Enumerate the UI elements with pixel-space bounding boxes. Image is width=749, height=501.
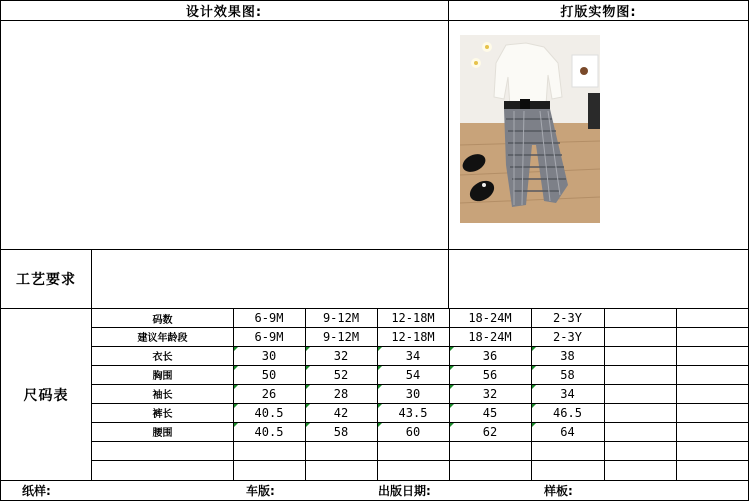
craft-requirements-label: 工艺要求: [16, 272, 76, 288]
grid-line: [449, 308, 450, 481]
size-cell: [676, 422, 748, 441]
size-cell: [604, 403, 676, 422]
size-cell: 2-3Y: [553, 311, 582, 325]
size-cell: [676, 384, 748, 403]
size-cell: 43.5: [398, 405, 428, 420]
size-cell: [676, 365, 748, 384]
size-row-label: 衣长: [152, 352, 173, 363]
size-cell: 40.5: [254, 405, 284, 420]
sample-photo-header: 打版实物图:: [560, 5, 637, 20]
size-cell: 18-24M: [468, 311, 512, 325]
cell-marker-icon: [532, 404, 536, 408]
size-cell: 58: [333, 424, 349, 439]
size-cell: 56: [482, 367, 498, 382]
design-image-header: 设计效果图:: [185, 5, 263, 20]
size-cell: 46.5: [553, 405, 582, 420]
cell-marker-icon: [234, 385, 238, 389]
size-row-label: 码数: [152, 314, 173, 326]
cell-marker-icon: [234, 366, 238, 370]
grid-line: [0, 249, 749, 250]
size-cell: 32: [333, 348, 349, 363]
size-cell: 6-9M: [254, 311, 284, 325]
size-cell: 9-12M: [322, 329, 360, 344]
grid-line: [448, 0, 449, 309]
sample-garment-photo: [460, 35, 600, 223]
cell-marker-icon: [450, 385, 454, 389]
cell-marker-icon: [450, 347, 454, 351]
grid-line: [91, 441, 749, 442]
size-cell: 62: [482, 424, 498, 439]
cell-marker-icon: [450, 423, 454, 427]
size-cell: 36: [482, 348, 498, 363]
size-row-label: 胸围: [152, 371, 173, 382]
grid-line: [91, 327, 749, 328]
size-cell: 64: [560, 424, 575, 439]
cell-marker-icon: [306, 385, 310, 389]
cell-marker-icon: [532, 347, 536, 351]
size-cell: 58: [560, 367, 575, 382]
sewing-sample-label: 车版:: [246, 484, 275, 498]
design-image-area: [1, 21, 447, 248]
grid-line: [233, 308, 234, 481]
size-cell: 30: [261, 348, 277, 363]
size-cell: 42: [333, 405, 349, 420]
grid-line: [531, 308, 532, 481]
release-date-label: 出版日期:: [378, 484, 431, 498]
size-cell: 50: [261, 367, 277, 382]
cell-marker-icon: [306, 404, 310, 408]
size-cell: 34: [560, 386, 575, 401]
size-cell: 54: [405, 367, 421, 382]
grid-line: [305, 308, 306, 481]
size-row-label: 腰围: [152, 428, 173, 439]
cell-marker-icon: [306, 347, 310, 351]
size-cell: 32: [482, 386, 498, 401]
size-cell: [604, 327, 676, 346]
grid-line: [91, 365, 749, 366]
size-cell: 30: [405, 386, 421, 401]
cell-marker-icon: [378, 347, 382, 351]
grid-line: [676, 308, 677, 481]
sample-board-label: 样板:: [544, 484, 573, 498]
cell-marker-icon: [306, 366, 310, 370]
size-cell: [604, 422, 676, 441]
size-cell: 2-3Y: [553, 329, 582, 344]
cell-marker-icon: [378, 404, 382, 408]
size-cell: 34: [405, 348, 421, 363]
size-cell: 9-12M: [322, 311, 360, 325]
cell-marker-icon: [378, 385, 382, 389]
size-cell: [676, 327, 748, 346]
grid-line: [0, 20, 749, 21]
grid-line: [0, 480, 749, 481]
size-cell: [604, 346, 676, 365]
grid-line: [91, 346, 749, 347]
size-table-label: 尺码表: [23, 388, 69, 404]
grid-line: [0, 308, 749, 309]
cell-marker-icon: [234, 404, 238, 408]
grid-line: [91, 384, 749, 385]
size-row-label: 袖长: [152, 390, 173, 401]
cell-marker-icon: [378, 423, 382, 427]
size-cell: 45: [482, 405, 498, 420]
size-cell: 12-18M: [391, 311, 435, 325]
size-cell: [604, 384, 676, 403]
cell-marker-icon: [532, 366, 536, 370]
size-cell: [676, 346, 748, 365]
grid-line: [91, 403, 749, 404]
size-cell: [604, 365, 676, 384]
size-cell: 6-9M: [254, 329, 284, 344]
size-cell: [604, 309, 676, 327]
cell-marker-icon: [234, 347, 238, 351]
grid-line: [91, 422, 749, 423]
grid-line: [604, 308, 605, 481]
size-row-label: 裤长: [152, 409, 173, 420]
size-cell: [676, 309, 748, 327]
cell-marker-icon: [450, 404, 454, 408]
cell-marker-icon: [532, 385, 536, 389]
size-cell: 52: [333, 367, 349, 382]
size-cell: 18-24M: [468, 329, 512, 344]
size-cell: 38: [560, 348, 575, 363]
size-cell: 40.5: [254, 424, 284, 439]
cell-marker-icon: [306, 423, 310, 427]
cell-marker-icon: [450, 366, 454, 370]
grid-line: [0, 0, 749, 1]
size-cell: [676, 403, 748, 422]
size-cell: 12-18M: [391, 329, 435, 344]
size-row-label: 建议年龄段: [137, 333, 188, 344]
cell-marker-icon: [234, 423, 238, 427]
cell-marker-icon: [378, 366, 382, 370]
grid-line: [0, 0, 1, 501]
size-cell: 26: [261, 386, 277, 401]
grid-line: [91, 460, 749, 461]
paper-pattern-label: 纸样:: [22, 484, 51, 498]
grid-line: [377, 308, 378, 481]
cell-marker-icon: [532, 423, 536, 427]
size-cell: 28: [333, 386, 349, 401]
size-cell: 60: [405, 424, 421, 439]
